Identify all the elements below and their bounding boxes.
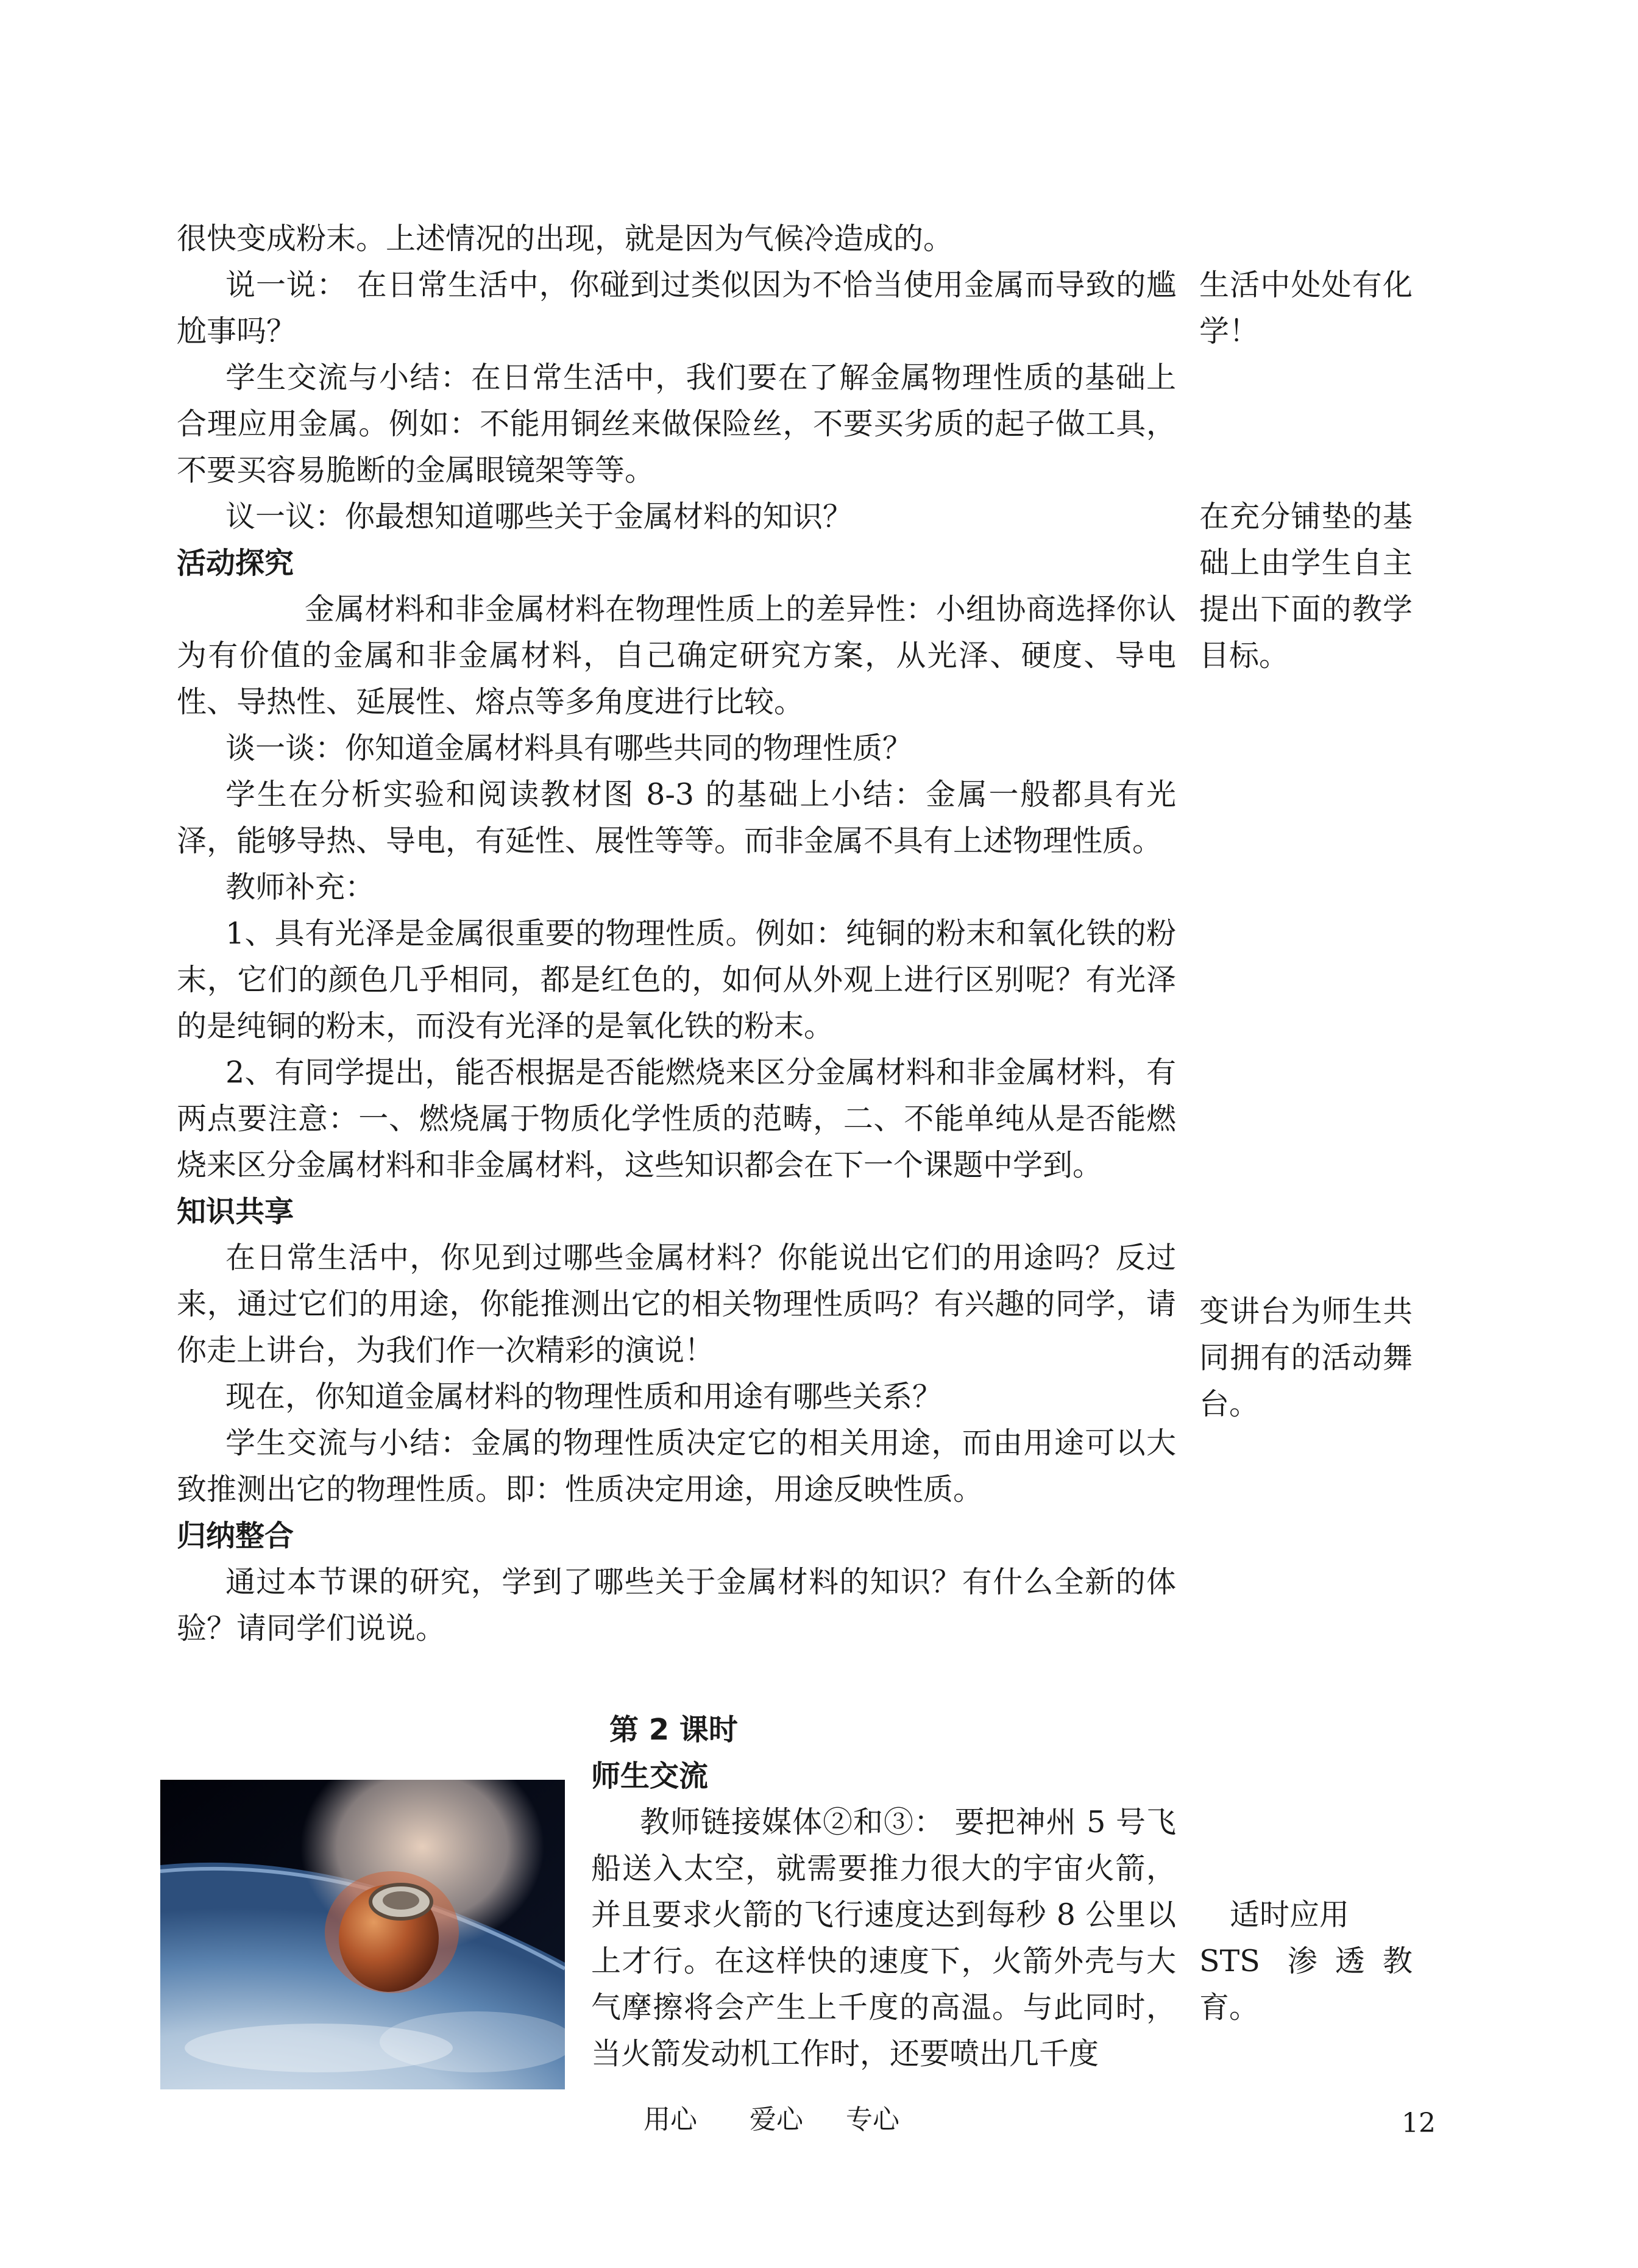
supplement-point-2: 2、有同学提出，能否根据是否能燃烧来区分金属材料和非金属材料，有两点要注意：一、燃烧属于物质化学性质的范畴，二、不能单纯从是否能燃烧来区分金属材料和非金属材料，这些知识都会在下一个课题中学到。 xyxy=(177,1055,1176,1182)
margin-note-2: 在充分铺垫的基础上由学生自主提出下面的教学目标。 xyxy=(1199,499,1413,673)
margin-note-4-line-1: 适时应用 xyxy=(1230,1897,1350,1932)
main-text-column xyxy=(177,216,1176,1652)
activity-paragraph: 金属材料和非金属材料在物理性质上的差异性：小组协商选择你认为有价值的金属和非金属材料，自己确定研究方案，从光泽、硬度、导电性、导热性、延展性、熔点等多角度进行比较。 xyxy=(177,592,1176,719)
heading-knowledge-sharing: 知识共享 xyxy=(177,1195,294,1229)
section-title-lesson-2: 第 2 课时 xyxy=(609,1713,738,1747)
footer-item-3: 专心 xyxy=(846,2104,899,2135)
teacher-supplement-label: 教师补充： xyxy=(225,870,375,905)
yi-yi-yi-paragraph: 议一议：你最想知道哪些关于金属材料的知识？ xyxy=(225,499,853,534)
student-summary-paragraph-1: 学生交流与小结：在日常生活中，我们要在了解金属物理性质的基础上合理应用金属。例如：不能用铜丝来做保险丝，不要买劣质的起子做工具，不要买容易脆断的金属眼镜架等等。 xyxy=(177,360,1176,488)
margin-note-4 xyxy=(1199,1892,1413,2031)
summary-paragraph: 通过本节课的研究，学到了哪些关于金属材料的知识？有什么全新的体验？请同学们说说。 xyxy=(177,1565,1176,1646)
margin-note-4-line-2: STS 渗透教育。 xyxy=(1199,1944,1413,2025)
heading-teacher-student-exchange: 师生交流 xyxy=(591,1759,709,1793)
intro-line: 很快变成粉末。上述情况的出现，就是因为气候冷造成的。 xyxy=(177,221,954,256)
knowledge-sharing-paragraph: 在日常生活中，你见到过哪些金属材料？你能说出它们的用途吗？反过来，通过它们的用途，你能推测出它的相关物理性质吗？有兴趣的同学，请你走上讲台，为我们作一次精彩的演说！ xyxy=(177,1240,1176,1368)
shuo-yi-shuo-paragraph: 说一说： 在日常生活中，你碰到过类似因为不恰当使用金属而导致的尴尬事吗？ xyxy=(177,268,1176,349)
student-summary-paragraph-3: 学生交流与小结：金属的物理性质决定它的相关用途，而由用途可以大致推测出它的物理性质。即：性质决定用途，用途反映性质。 xyxy=(177,1426,1176,1507)
margin-note-3: 变讲台为师生共同拥有的活动舞台。 xyxy=(1199,1294,1413,1421)
heading-summary-integration: 归纳整合 xyxy=(177,1519,294,1553)
supplement-point-1: 1、具有光泽是金属很重要的物理性质。例如：纯铜的粉末和氧化铁的粉末，它们的颜色几乎相同，都是红色的，如何从外观上进行区别呢？有光泽的是纯铜的粉末，而没有光泽的是氧化铁的粉末。 xyxy=(177,916,1176,1043)
student-summary-paragraph-2: 学生在分析实验和阅读教材图 8-3 的基础上小结：金属一般都具有光泽，能够导热、导电，有延性、展性等等。而非金属不具有上述物理性质。 xyxy=(177,777,1176,858)
heading-activity-inquiry: 活动探究 xyxy=(177,546,294,580)
margin-note-1: 生活中处处有化学！ xyxy=(1199,268,1413,349)
teacher-student-exchange-paragraph: 教师链接媒体②和③： 要把神州 5 号飞船送入太空，就需要推力很大的宇宙火箭，并且要求火箭的飞行速度达到每秒 8 公里以上才行。在这样快的速度下，火箭外壳与大气摩擦将会产生上千度的高温。与此同时，当火箭发动机工作时，还要喷出几千度 xyxy=(591,1805,1176,2071)
footer-item-1: 用心 xyxy=(644,2104,697,2135)
spacecraft-earth-illustration xyxy=(160,1780,565,2089)
lesson-2-text-column xyxy=(591,1799,1176,2077)
page-number: 12 xyxy=(1402,2108,1436,2139)
tan-yi-tan-paragraph: 谈一谈：你知道金属材料具有哪些共同的物理性质？ xyxy=(225,731,913,766)
xianzai-paragraph: 现在，你知道金属材料的物理性质和用途有哪些关系？ xyxy=(225,1379,943,1414)
footer-item-2: 爱心 xyxy=(750,2104,803,2135)
spacecraft-reentry-photo xyxy=(160,1780,565,2089)
